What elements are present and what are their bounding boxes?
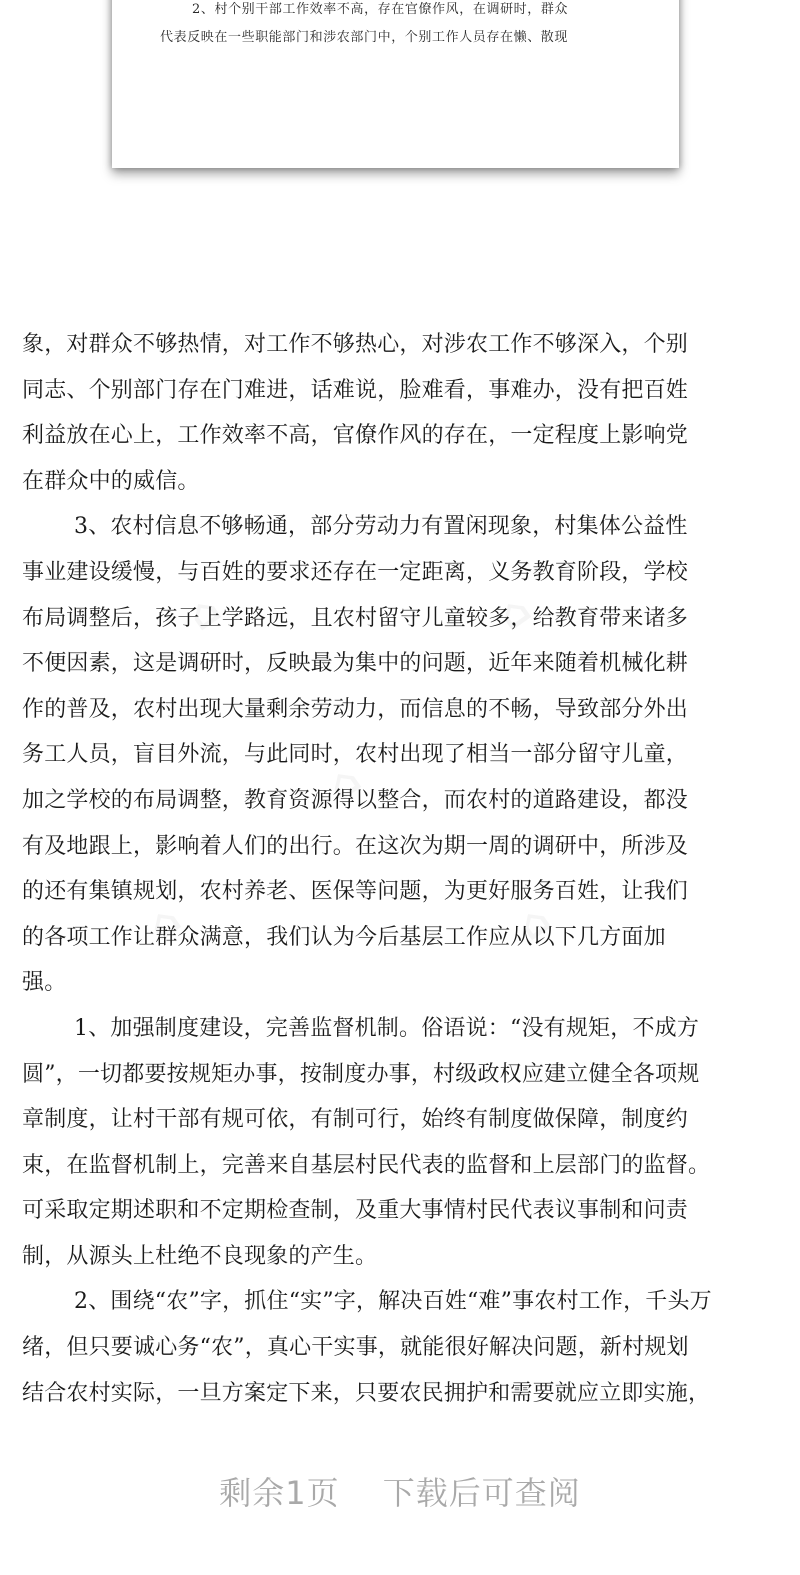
paragraph-start: 2、围绕“农”字，抓住“实”字，解决百姓“难”事农村工作，千头万 xyxy=(74,1289,712,1315)
card-line: 2、村个别干部工作效率不高，存在官僚作风，在调研时，群众 xyxy=(192,2,569,17)
card-line: 代表反映在一些职能部门和涉农部门中，个别工作人员存在懒、散现 xyxy=(160,30,569,45)
text-line: 绪，但只要诚心务“农”，真心干实事，就能很好解决问题，新村规划 xyxy=(22,1335,689,1361)
text-line: 同志、个别部门存在门难进，话难说，脸难看，事难办，没有把百姓 xyxy=(22,377,689,403)
document-body xyxy=(22,322,782,1416)
download-prompt[interactable] xyxy=(0,1468,800,1514)
text-line: 布局调整后，孩子上学路远，且农村留守儿童较多，给教育带来诸多 xyxy=(22,605,689,631)
text-line: 的还有集镇规划，农村养老、医保等问题，为更好服务百姓，让我们 xyxy=(22,879,689,905)
text-line: 事业建设缓慢，与百姓的要求还存在一定距离，义务教育阶段，学校 xyxy=(22,559,689,585)
text-line: 象，对群众不够热情，对工作不够热心，对涉农工作不够深入，个别 xyxy=(22,332,689,357)
text-line: 结合农村实际，一旦方案定下来，只要农民拥护和需要就应立即实施， xyxy=(22,1380,711,1406)
text-line: 在群众中的威信。 xyxy=(22,468,200,494)
text-line: 束，在监督机制上，完善来自基层村民代表的监督和上层部门的监督。 xyxy=(22,1152,711,1178)
text-line: 加之学校的布局调整，教育资源得以整合，而农村的道路建设，都没 xyxy=(22,787,689,813)
remaining-pages-label: 剩余1页 xyxy=(219,1474,340,1512)
download-to-view-label[interactable]: 下载后可查阅 xyxy=(382,1474,581,1512)
text-line: 圆”，一切都要按规矩办事，按制度办事，村级政权应建立健全各项规 xyxy=(22,1061,700,1087)
text-line: 的各项工作让群众满意，我们认为今后基层工作应从以下几方面加 xyxy=(22,924,666,950)
text-line: 利益放在心上，工作效率不高，官僚作风的存在，一定程度上影响党 xyxy=(22,423,689,449)
paragraph-start: 1、加强制度建设，完善监督机制。俗语说：“没有规矩，不成方 xyxy=(74,1015,700,1041)
text-line: 务工人员，盲目外流，与此同时，农村出现了相当一部分留守儿童， xyxy=(22,742,689,768)
text-line: 作的普及，农村出现大量剩余劳动力，而信息的不畅，导致部分外出 xyxy=(22,696,689,722)
text-line: 不便因素，这是调研时，反映最为集中的问题，近年来随着机械化耕 xyxy=(22,651,689,677)
text-line: 强。 xyxy=(22,970,67,996)
text-line: 章制度，让村干部有规可依，有制可行，始终有制度做保障，制度约 xyxy=(22,1107,689,1133)
text-line: 可采取定期述职和不定期检查制，及重大事情村民代表议事制和问责 xyxy=(22,1198,689,1224)
paragraph-start: 3、农村信息不够畅通，部分劳动力有置闲现象，村集体公益性 xyxy=(74,514,688,540)
text-line: 有及地跟上，影响着人们的出行。在这次为期一周的调研中，所涉及 xyxy=(22,833,689,859)
preview-page-card xyxy=(112,0,679,168)
text-line: 制，从源头上杜绝不良现象的产生。 xyxy=(22,1243,378,1269)
